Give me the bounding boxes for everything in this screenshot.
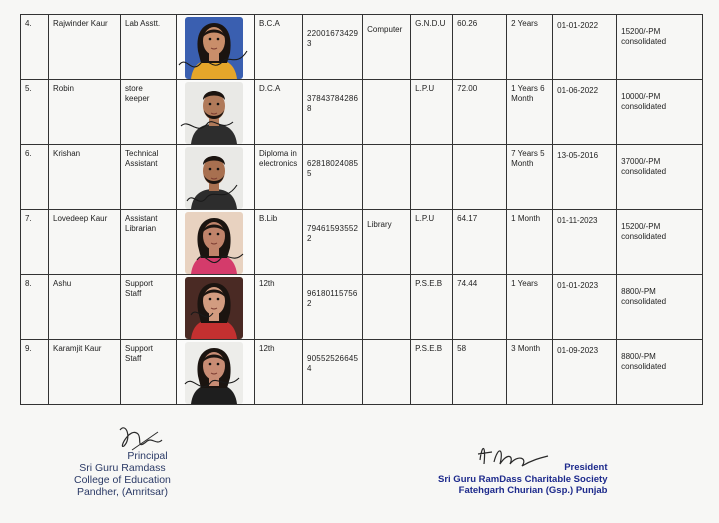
salary: 8800/-PM consolidated bbox=[621, 352, 667, 371]
joining-date-cell bbox=[553, 15, 617, 80]
photo-male bbox=[185, 147, 243, 209]
experience: 3 Month bbox=[511, 344, 541, 353]
experience: 1 Month bbox=[511, 214, 541, 223]
salary-cell bbox=[617, 210, 703, 275]
university: P.S.E.B bbox=[415, 279, 443, 288]
salary: 15200/-PM consolidated bbox=[621, 222, 667, 241]
staff-name-cell bbox=[49, 210, 121, 275]
mobile-number-cell bbox=[303, 80, 363, 145]
serial-number-cell bbox=[21, 15, 49, 80]
photo-cell bbox=[177, 210, 255, 275]
college-address: Pandher, (Amritsar) bbox=[76, 486, 168, 498]
salary: 15200/-PM consolidated bbox=[621, 27, 667, 46]
university-cell bbox=[411, 275, 453, 340]
photo-cell bbox=[177, 275, 255, 340]
staff-name-cell bbox=[49, 340, 121, 405]
table-row bbox=[21, 340, 703, 405]
photo-female bbox=[185, 212, 243, 274]
serial-number-cell bbox=[21, 210, 49, 275]
joining-date-cell bbox=[553, 275, 617, 340]
percentage-cell bbox=[453, 210, 507, 275]
staff-name: Robin bbox=[53, 84, 74, 93]
qualification-cell bbox=[255, 15, 303, 80]
qualification-cell bbox=[255, 275, 303, 340]
percentage-cell bbox=[453, 340, 507, 405]
percentage-cell bbox=[453, 15, 507, 80]
qualification-cell bbox=[255, 340, 303, 405]
table-row bbox=[21, 15, 703, 80]
qualification-cell bbox=[255, 145, 303, 210]
experience: 1 Years bbox=[511, 279, 538, 288]
staff-name: Rajwinder Kaur bbox=[53, 19, 108, 28]
staff-name-cell bbox=[49, 145, 121, 210]
subject: Computer bbox=[367, 25, 403, 34]
mobile-number: 62818024085 5 bbox=[307, 159, 359, 178]
designation-cell bbox=[121, 145, 177, 210]
society-address: Fatehgarh Churian (Gsp.) Punjab bbox=[458, 485, 608, 496]
subject-cell bbox=[363, 80, 411, 145]
serial-number: 4. bbox=[25, 19, 32, 28]
salary: 37000/-PM consolidated bbox=[621, 157, 667, 176]
photo-female bbox=[185, 17, 243, 79]
joining-date: 01-06-2022 bbox=[557, 86, 599, 95]
principal-title: Principal bbox=[127, 450, 168, 462]
salary: 8800/-PM consolidated bbox=[621, 287, 667, 306]
photo-cell bbox=[177, 15, 255, 80]
mobile-number: 22001673429 3 bbox=[307, 29, 359, 48]
university: P.S.E.B bbox=[415, 344, 443, 353]
serial-number: 9. bbox=[25, 344, 32, 353]
mobile-number-cell bbox=[303, 145, 363, 210]
photo-cell bbox=[177, 340, 255, 405]
designation: Technical Assistant bbox=[125, 149, 159, 168]
serial-number-cell bbox=[21, 340, 49, 405]
designation-cell bbox=[121, 210, 177, 275]
salary-cell bbox=[617, 15, 703, 80]
subject: Library bbox=[367, 220, 392, 229]
experience-cell bbox=[507, 15, 553, 80]
serial-number-cell bbox=[21, 275, 49, 340]
university-cell bbox=[411, 145, 453, 210]
staff-table bbox=[20, 14, 703, 405]
designation-cell bbox=[121, 15, 177, 80]
table-row bbox=[21, 275, 703, 340]
designation: Support Staff bbox=[125, 279, 154, 298]
serial-number: 8. bbox=[25, 279, 32, 288]
serial-number-cell bbox=[21, 80, 49, 145]
college-name-line1: Sri Guru Ramdass bbox=[79, 462, 166, 474]
serial-number: 7. bbox=[25, 214, 32, 223]
salary: 10000/-PM consolidated bbox=[621, 92, 667, 111]
mobile-number: 37843784286 8 bbox=[307, 94, 359, 113]
university-cell bbox=[411, 15, 453, 80]
university-cell bbox=[411, 340, 453, 405]
designation-cell bbox=[121, 80, 177, 145]
photo-cell bbox=[177, 145, 255, 210]
experience: 7 Years 5 Month bbox=[511, 149, 545, 168]
qualification: Diploma in electronics bbox=[259, 149, 298, 168]
joining-date-cell bbox=[553, 80, 617, 145]
joining-date-cell bbox=[553, 340, 617, 405]
experience-cell bbox=[507, 275, 553, 340]
designation: Lab Asstt. bbox=[125, 19, 161, 28]
university-cell bbox=[411, 210, 453, 275]
subject-cell bbox=[363, 145, 411, 210]
qualification: B.Lib bbox=[259, 214, 278, 223]
joining-date: 01-09-2023 bbox=[557, 346, 599, 355]
percentage: 60.26 bbox=[457, 19, 478, 28]
mobile-number-cell bbox=[303, 15, 363, 80]
salary-cell bbox=[617, 340, 703, 405]
university-cell bbox=[411, 80, 453, 145]
joining-date-cell bbox=[553, 145, 617, 210]
percentage: 64.17 bbox=[457, 214, 478, 223]
mobile-number-cell bbox=[303, 340, 363, 405]
qualification: B.C.A bbox=[259, 19, 280, 28]
subject-cell bbox=[363, 275, 411, 340]
qualification-cell bbox=[255, 210, 303, 275]
joining-date: 01-11-2023 bbox=[557, 216, 598, 225]
staff-name-cell bbox=[49, 15, 121, 80]
university: G.N.D.U bbox=[415, 19, 446, 28]
salary-cell bbox=[617, 275, 703, 340]
qualification: 12th bbox=[259, 279, 275, 288]
photo-cell bbox=[177, 80, 255, 145]
staff-name-cell bbox=[49, 80, 121, 145]
staff-name: Karamjit Kaur bbox=[53, 344, 102, 353]
joining-date: 01-01-2023 bbox=[557, 281, 599, 290]
qualification: 12th bbox=[259, 344, 275, 353]
mobile-number-cell bbox=[303, 275, 363, 340]
president-title: President bbox=[564, 462, 608, 473]
designation-cell bbox=[121, 275, 177, 340]
joining-date: 13-05-2016 bbox=[557, 151, 599, 160]
percentage: 58 bbox=[457, 344, 467, 353]
experience-cell bbox=[507, 80, 553, 145]
experience-cell bbox=[507, 145, 553, 210]
joining-date: 01-01-2022 bbox=[557, 21, 599, 30]
photo-female bbox=[185, 342, 243, 404]
percentage: 74.44 bbox=[457, 279, 478, 288]
salary-cell bbox=[617, 145, 703, 210]
subject-cell bbox=[363, 15, 411, 80]
staff-name-cell bbox=[49, 275, 121, 340]
subject-cell bbox=[363, 340, 411, 405]
college-name-line2: College of Education bbox=[74, 474, 171, 486]
table-row bbox=[21, 80, 703, 145]
university: L.P.U bbox=[415, 214, 435, 223]
photo-female bbox=[185, 277, 243, 339]
serial-number: 5. bbox=[25, 84, 32, 93]
mobile-number: 90552526645 4 bbox=[307, 354, 359, 373]
mobile-number: 79461593552 2 bbox=[307, 224, 359, 243]
mobile-number-cell bbox=[303, 210, 363, 275]
president-signature bbox=[474, 438, 554, 472]
staff-name: Krishan bbox=[53, 149, 81, 158]
percentage-cell bbox=[453, 80, 507, 145]
qualification: D.C.A bbox=[259, 84, 281, 93]
salary-cell bbox=[617, 80, 703, 145]
university: L.P.U bbox=[415, 84, 435, 93]
experience-cell bbox=[507, 210, 553, 275]
serial-number-cell bbox=[21, 145, 49, 210]
joining-date-cell bbox=[553, 210, 617, 275]
percentage: 72.00 bbox=[457, 84, 478, 93]
percentage-cell bbox=[453, 275, 507, 340]
experience: 1 Years 6 Month bbox=[511, 84, 545, 103]
designation: Assistant Librarian bbox=[125, 214, 158, 233]
designation-cell bbox=[121, 340, 177, 405]
designation: store keeper bbox=[125, 84, 150, 103]
photo-male bbox=[185, 82, 243, 144]
percentage-cell bbox=[453, 145, 507, 210]
subject-cell bbox=[363, 210, 411, 275]
serial-number: 6. bbox=[25, 149, 32, 158]
qualification-cell bbox=[255, 80, 303, 145]
table-row bbox=[21, 145, 703, 210]
staff-name: Ashu bbox=[53, 279, 72, 288]
staff-name: Lovedeep Kaur bbox=[53, 214, 108, 223]
experience: 2 Years bbox=[511, 19, 538, 28]
society-name: Sri Guru RamDass Charitable Society bbox=[438, 473, 608, 485]
designation: Support Staff bbox=[125, 344, 154, 363]
mobile-number: 96180115756 2 bbox=[307, 289, 358, 308]
principal-signature bbox=[112, 420, 172, 460]
table-row bbox=[21, 210, 703, 275]
experience-cell bbox=[507, 340, 553, 405]
